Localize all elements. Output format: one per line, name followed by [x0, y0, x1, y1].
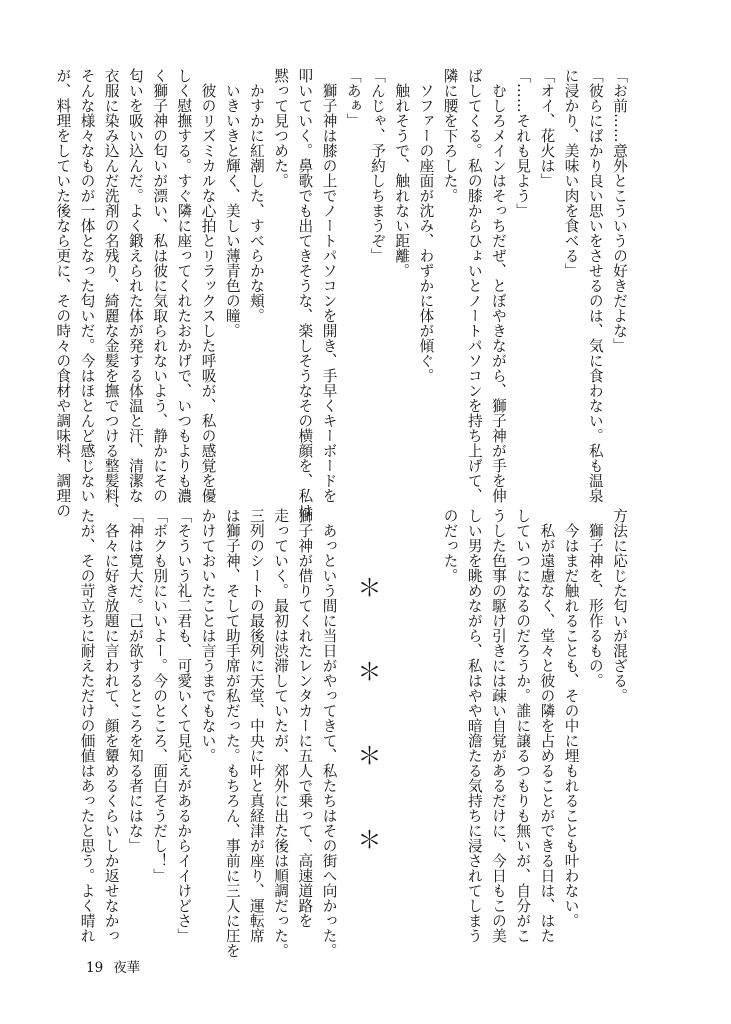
text-line: 「神は寛大だ。己が欲するところを知る者にはな」: [126, 508, 144, 853]
text-line: あっという間に当日がやってきて、私たちはその街へ向かった。: [320, 508, 338, 958]
text-line: [341, 508, 365, 948]
section-separator: ＊ ＊ ＊ ＊: [353, 575, 381, 869]
text-line: ばしてくる。私の膝からひょいとノートパソコンを持ち上げて、: [465, 68, 483, 503]
text-line: 今はまだ触れることも、その中に埋もれることも叶わない。: [562, 508, 580, 928]
text-line: 「お前……意外とこういうの好きだよな」: [611, 68, 628, 353]
text-line: かすかに紅潮した、すべらかな頬。: [247, 68, 265, 323]
text-line: 「んじゃ、予約しちまうぞ」: [368, 68, 386, 263]
text-line: 黙って見つめた。: [272, 68, 290, 188]
text-line: 方法に応じた匂いが混ざる。: [611, 508, 628, 703]
text-line: [365, 508, 389, 948]
text-line: していつになるのだろうか。誰に譲るつもりも無いが、自分がこ: [514, 508, 532, 943]
text-line: むしろメインはそっちだぜ、とぼやきながら、獅子神が手を伸: [489, 68, 507, 503]
upper-text-block: [50, 68, 631, 518]
book-title: 夜華: [113, 960, 141, 976]
text-line: [413, 508, 437, 948]
text-line: 「彼らにばかり良い思いをさせるのは、気に食わない。私も温泉: [586, 68, 604, 503]
text-line: 彼のリズミカルな心拍とリラックスした呼吸が、私の感覚を優: [199, 68, 217, 503]
text-line: 「……それも見よう」: [514, 68, 532, 218]
text-line: 衣服に染み込んだ洗剤の名残り、綺麗な金髪を撫でつける整髪料、: [102, 68, 120, 518]
text-line: に浸かり、美味い肉を食べる」: [562, 68, 580, 278]
text-line: うした色事の駆け引きには疎い自覚があるだけに、今日もこの美: [489, 508, 507, 943]
text-line: く獅子神の匂いが漂い、私は彼に気取られないよう、静かにその: [151, 68, 169, 503]
text-line: 「オイ、花火は」: [538, 68, 556, 188]
text-line: 匂いを吸い込んだ。よく鍛えられた体が発する体温と汗、清潔な: [126, 68, 144, 503]
lower-text-block: [74, 508, 631, 958]
text-line: 隣に腰を下ろした。: [441, 68, 459, 203]
text-line: が、料理をしていた後なら更に、その時々の食材や調味料、調理の: [54, 68, 72, 518]
text-line: 各々に好き放題に言われて、顔を顰めるくらいしか返せなかっ: [102, 508, 120, 943]
text-line: 「ボクも別にいいよー。今のところ、面白そうだし！」: [151, 508, 169, 883]
text-line: しく慰撫する。すぐ隣に座ってくれたおかげで、いつもよりも濃: [175, 68, 193, 503]
text-line: そんな様々なものが一体となった匂いだ。今はほとんど感じない: [78, 68, 96, 503]
text-line: 触れそうで、触れない距離。: [393, 68, 411, 278]
text-line: しい男を眺めながら、私はやや暗澹たる気持ちに浸されてしまう: [465, 508, 483, 943]
text-line: 走っていく。最初は渋滞していたが、郊外に出た後は順調だった。: [272, 508, 290, 958]
text-line: 三列のシートの最後列に天堂、中央に叶と真経津が座り、運転席: [247, 508, 265, 943]
text-line: 獅子神を、形作るもの。: [586, 508, 604, 688]
text-line: 私が遠慮なく、堂々と彼の隣を占めることができる日は、はた: [538, 508, 556, 943]
page-footer: [86, 956, 150, 976]
text-line: いきいきと輝く、美しい薄青色の瞳。: [223, 68, 241, 338]
text-line: 「そういう礼二君も、可愛いくて見応えがあるからイイけどさ」: [175, 508, 193, 943]
text-line: 獅子神は膝の上でノートパソコンを開き、手早くキーボードを: [320, 68, 338, 503]
text-line: [389, 508, 413, 948]
text-line: 獅子神が借りてくれたレンタカーに五人で乗って、高速道路を: [296, 508, 314, 928]
text-line: 「あぁ」: [344, 68, 362, 128]
text-line: かけておいたことは言うまでもない。: [199, 508, 217, 763]
text-line: 叩いていく。鼻歌でも出てきそうな、楽しそうなその横顔を、私は: [296, 68, 314, 518]
page-number: 19: [86, 960, 104, 976]
text-line: のだった。: [441, 508, 459, 583]
text-line: たが、その苛立ちに耐えただけの価値はあったと思う。よく晴れ: [78, 508, 96, 943]
text-line: は獅子神、そして助手席が私だった。もちろん、事前に三人に圧を: [223, 508, 241, 958]
text-line: ソファーの座面が沈み、わずかに体が傾ぐ。: [417, 68, 435, 383]
